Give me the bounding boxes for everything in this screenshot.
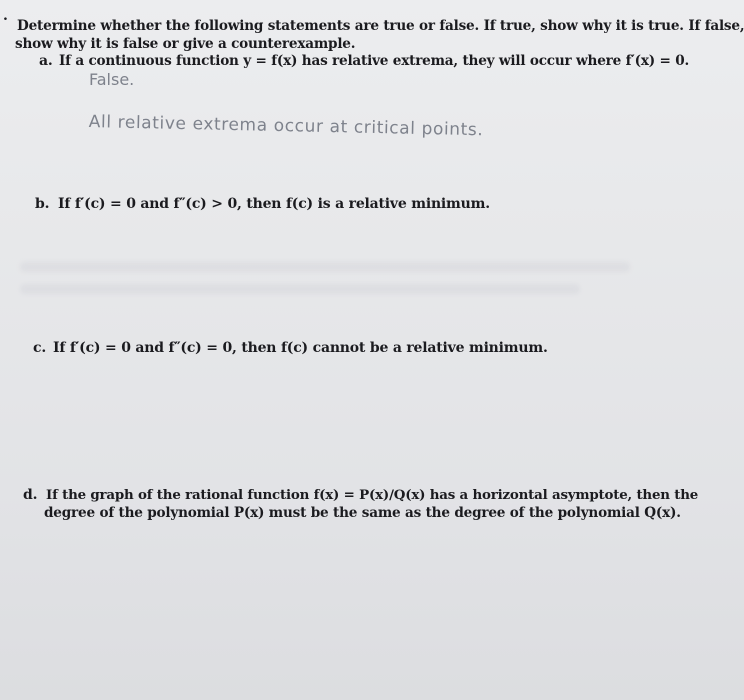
item-a-handwritten-answer: False. xyxy=(89,70,135,89)
item-d-label: d. xyxy=(23,487,38,503)
bleed-through-mark xyxy=(20,284,580,294)
item-b-statement: If f′(c) = 0 and f″(c) > 0, then f(c) is a relative minimum. xyxy=(58,196,490,212)
instructions-bullet: . xyxy=(3,8,8,24)
instructions-line-2: show why it is false or give a counterexample. xyxy=(15,36,356,52)
item-b-label: b. xyxy=(35,196,50,212)
item-a-statement: If a continuous function y = f(x) has relative extrema, they will occur where f′(x) = 0. xyxy=(59,53,690,69)
item-a-handwritten-explanation: All relative extrema occur at critical points. xyxy=(88,112,484,141)
instructions-line-1: Determine whether the following statements are true or false. If true, show why it is true. If false, xyxy=(17,18,744,34)
item-d-statement-line-1: If the graph of the rational function f(x) = P(x)/Q(x) has a horizontal asymptote, then the xyxy=(46,487,699,503)
item-a-label: a. xyxy=(39,53,53,69)
item-c-label: c. xyxy=(33,340,46,356)
item-c-statement: If f′(c) = 0 and f″(c) = 0, then f(c) cannot be a relative minimum. xyxy=(53,340,548,356)
bleed-through-mark xyxy=(20,262,630,272)
item-d-statement-line-2: degree of the polynomial P(x) must be the same as the degree of the polynomial Q(x). xyxy=(44,505,681,521)
